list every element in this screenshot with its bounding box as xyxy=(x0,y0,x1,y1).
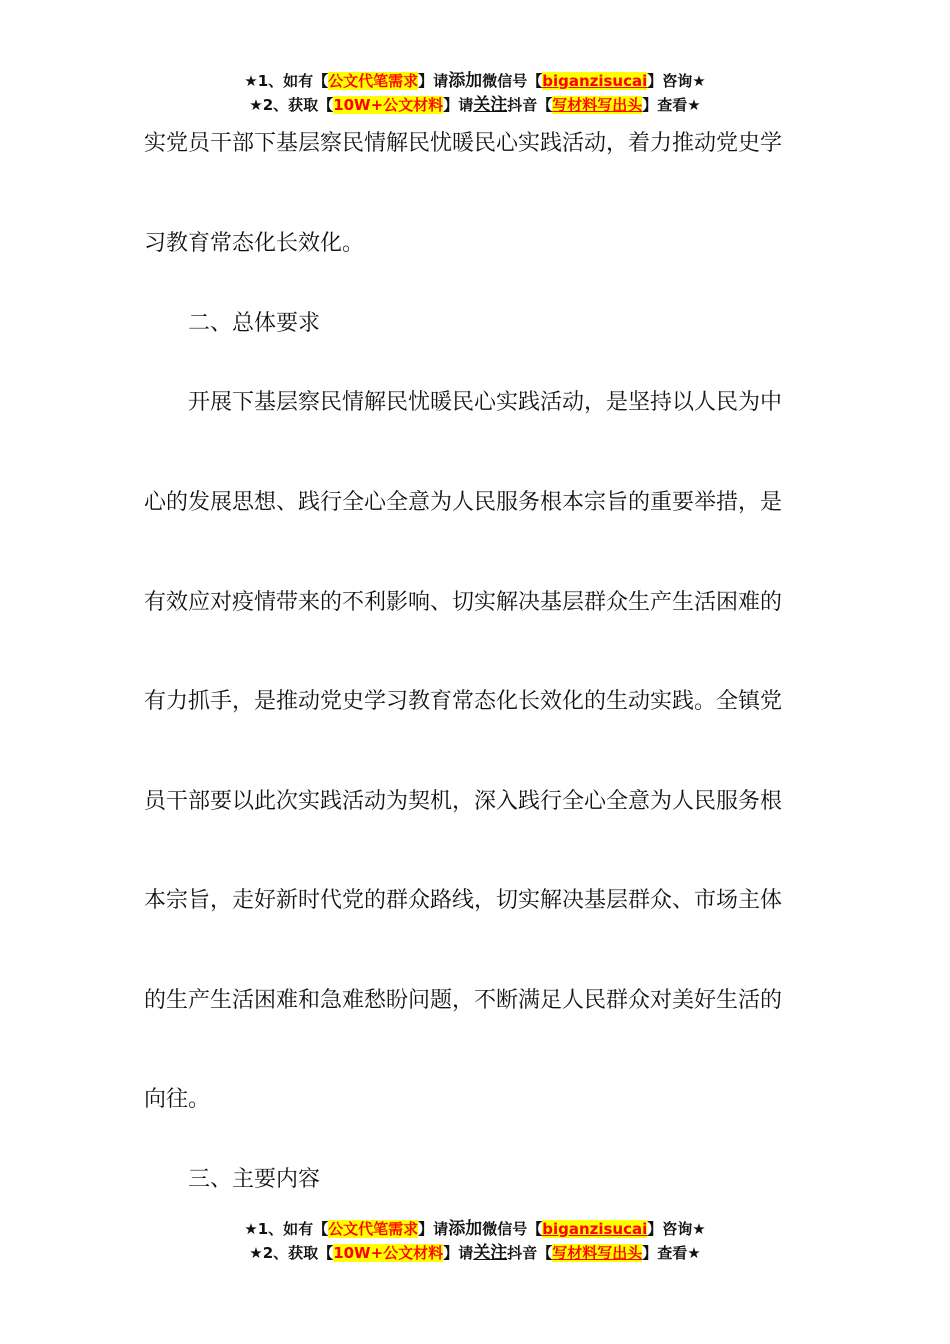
promo-highlight: 10W+公文材料 xyxy=(333,1244,444,1262)
promo-text: 】请 xyxy=(443,1244,474,1262)
promo-text: 抖音【 xyxy=(507,1244,553,1262)
promo-text: 】咨询★ xyxy=(647,1220,706,1238)
body-line: 心的发展思想、践行全心全意为人民服务根本宗旨的重要举措，是 xyxy=(144,490,783,515)
promo-emphasis: 关注 xyxy=(473,95,508,115)
promo-highlight: 10W+公文材料 xyxy=(333,96,444,114)
promo-banner-bottom xyxy=(0,1217,950,1265)
douyin-id-highlight: 写材料写出头 xyxy=(552,1244,643,1262)
body-line: 向往。 xyxy=(144,1087,211,1112)
promo-text: 抖音【 xyxy=(507,96,553,114)
section-heading: 二、总体要求 xyxy=(188,311,321,336)
body-line: 有力抓手，是推动党史学习教育常态化长效化的生动实践。全镇党 xyxy=(144,689,783,714)
wechat-id-highlight: biganzisucai xyxy=(542,72,648,90)
promo-text: 】请 xyxy=(418,1220,449,1238)
promo-line-2 xyxy=(0,93,950,117)
promo-highlight: 公文代笔需求 xyxy=(328,1220,419,1238)
promo-line-2 xyxy=(0,1241,950,1265)
promo-text: 】请 xyxy=(443,96,474,114)
body-line: 开展下基层察民情解民忧暖民心实践活动，是坚持以人民为中 xyxy=(188,390,783,415)
promo-highlight: 公文代笔需求 xyxy=(328,72,419,90)
promo-emphasis: 添加 xyxy=(448,1219,483,1239)
promo-line-1 xyxy=(0,69,950,93)
promo-emphasis: 添加 xyxy=(448,71,483,91)
body-line: 员干部要以此次实践活动为契机，深入践行全心全意为人民服务根 xyxy=(144,789,783,814)
promo-emphasis: 关注 xyxy=(473,1243,508,1263)
body-line: 习教育常态化长效化。 xyxy=(144,231,365,256)
body-line: 本宗旨，走好新时代党的群众路线，切实解决基层群众、市场主体 xyxy=(144,888,783,913)
section-heading: 三、主要内容 xyxy=(188,1167,321,1192)
promo-text: 】咨询★ xyxy=(647,72,706,90)
promo-banner-top xyxy=(0,69,950,117)
promo-line-1 xyxy=(0,1217,950,1241)
douyin-id-highlight: 写材料写出头 xyxy=(552,96,643,114)
promo-text: 微信号【 xyxy=(482,72,543,90)
promo-text: ★2、获取【 xyxy=(249,96,334,114)
promo-text: 】查看★ xyxy=(642,96,701,114)
promo-text: ★1、如有【 xyxy=(244,1220,329,1238)
body-line: 的生产生活困难和急难愁盼问题，不断满足人民群众对美好生活的 xyxy=(144,988,783,1013)
promo-text: 】查看★ xyxy=(642,1244,701,1262)
promo-text: 】请 xyxy=(418,72,449,90)
promo-text: ★1、如有【 xyxy=(244,72,329,90)
wechat-id-highlight: biganzisucai xyxy=(542,1220,648,1238)
promo-text: ★2、获取【 xyxy=(249,1244,334,1262)
body-line: 实党员干部下基层察民情解民忧暖民心实践活动，着力推动党史学 xyxy=(144,131,783,156)
body-line: 有效应对疫情带来的不利影响、切实解决基层群众生产生活困难的 xyxy=(144,590,783,615)
promo-text: 微信号【 xyxy=(482,1220,543,1238)
